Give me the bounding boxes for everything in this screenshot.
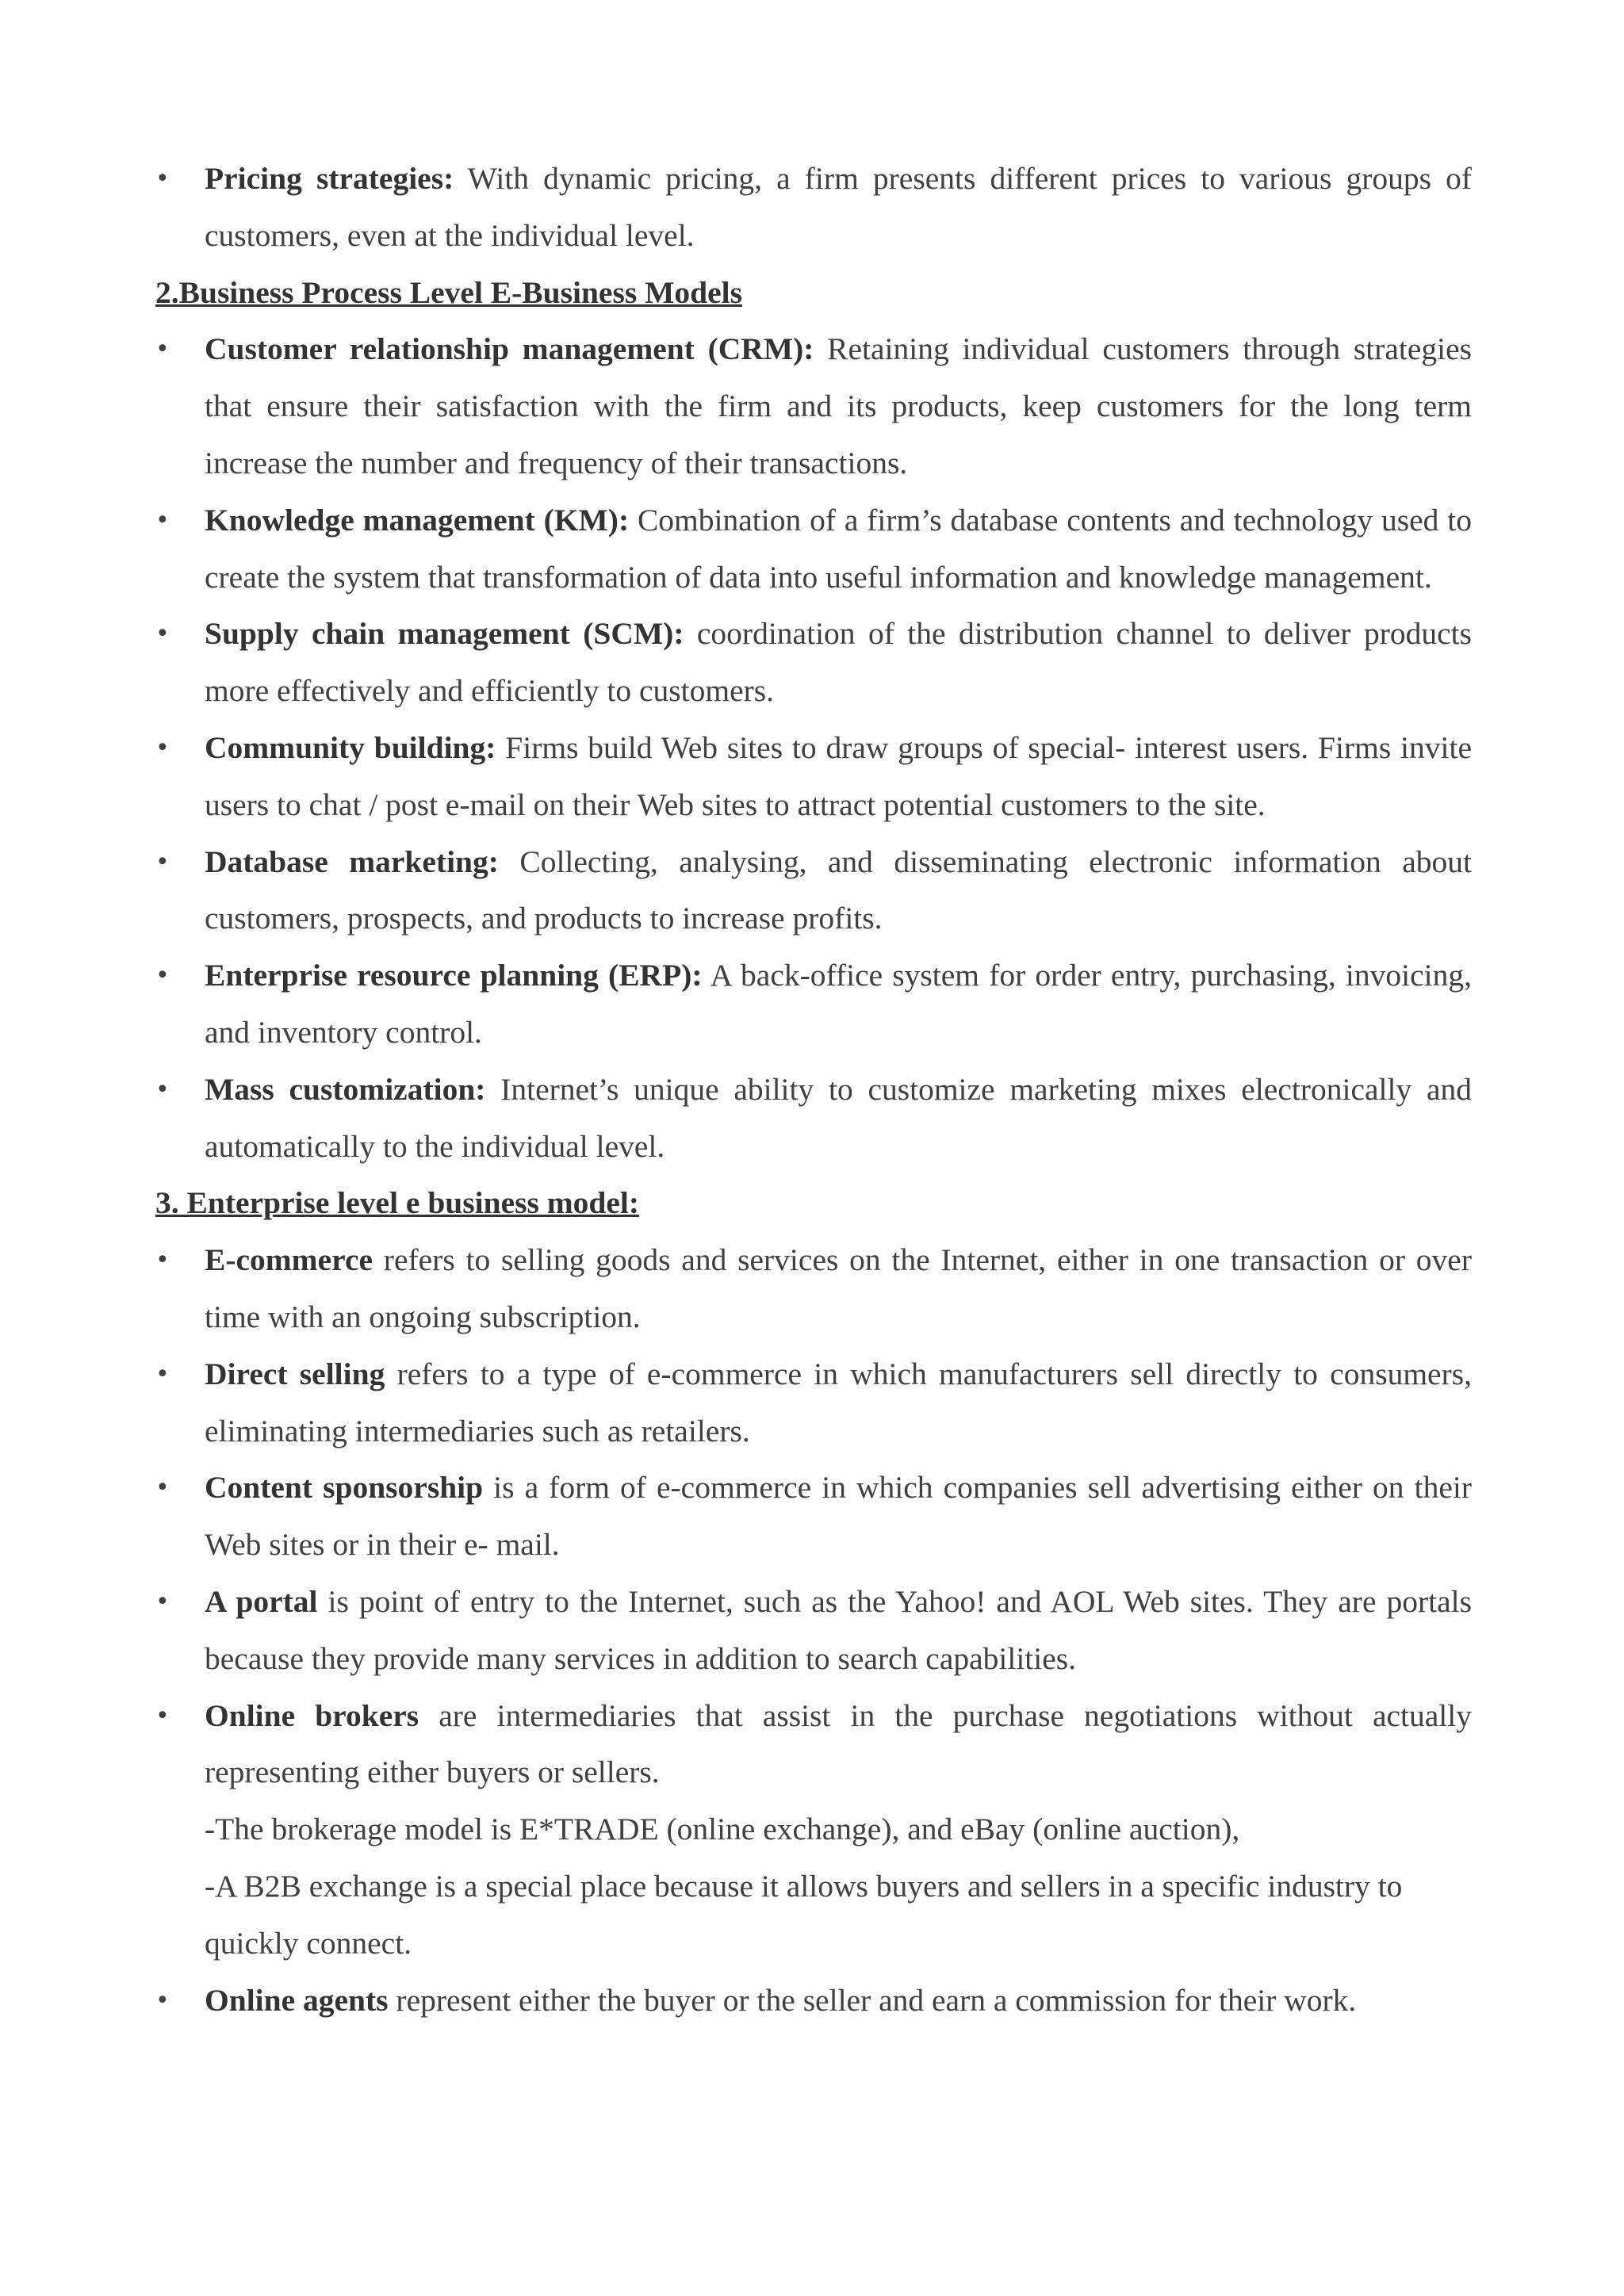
list-item-community-building xyxy=(155,720,1472,834)
list-item-database-marketing xyxy=(155,834,1472,948)
bullet-icon: • xyxy=(155,848,170,876)
term-description: coordination of the distribution channel to deliver products more effectively and efficiently to customers. xyxy=(205,616,1472,709)
list-item-mass-customization xyxy=(155,1062,1472,1176)
term-description: refers to selling goods and services on the Internet, either in one transaction or over time with an ongoing subscription. xyxy=(205,1242,1472,1334)
term-description: Retaining individual customers through strategies that ensure their satisfaction with the firm and its products, keep customers for the long term increase the number and frequency of their transactions. xyxy=(205,331,1473,480)
bullet-icon: • xyxy=(155,1701,170,1730)
term-label: E-commerce xyxy=(205,1242,373,1278)
term-label: Content sponsorship xyxy=(205,1470,484,1506)
term-label: Supply chain management (SCM): xyxy=(205,616,684,652)
list-item-scm xyxy=(155,606,1472,720)
term-label: Mass customization: xyxy=(205,1071,486,1107)
term-description: represent either the buyer or the seller and earn a commission for their work. xyxy=(388,1982,1357,2018)
bullet-icon: • xyxy=(155,1246,170,1275)
term-label: Online agents xyxy=(205,1982,389,2018)
section-heading-business-process: 2.Business Process Level E-Business Models xyxy=(155,274,742,310)
term-label: Customer relationship management (CRM): xyxy=(205,331,814,367)
list-item-direct-selling xyxy=(155,1346,1472,1460)
list-item-online-brokers xyxy=(155,1688,1472,1802)
bullet-icon: • xyxy=(155,1587,170,1616)
bullet-icon: • xyxy=(155,506,170,534)
term-label: Online brokers xyxy=(205,1697,419,1733)
bullet-icon: • xyxy=(155,165,170,193)
term-description: refers to a type of e-commerce in which manufacturers sell directly to consumers, eliminating intermediaries such as retailers. xyxy=(205,1356,1472,1448)
term-description: Combination of a firm’s database contents and technology used to create the system that transformation of data into useful information and knowledge management. xyxy=(205,502,1472,595)
term-label: A portal xyxy=(205,1583,318,1619)
bullet-icon: • xyxy=(155,733,170,762)
list-item-portal xyxy=(155,1574,1472,1688)
term-label: Database marketing: xyxy=(205,844,499,879)
list-item-e-commerce xyxy=(155,1232,1472,1346)
bullet-icon: • xyxy=(155,1986,170,2015)
bullet-icon: • xyxy=(155,335,170,364)
term-description: Firms build Web sites to draw groups of special- interest users. Firms invite users to chat / post e-mail on their Web sites to attract potential customers to the site. xyxy=(205,729,1472,822)
term-description: A back-office system for order entry, purchasing, invoicing, and inventory control. xyxy=(205,958,1472,1050)
bullet-icon: • xyxy=(155,620,170,649)
term-label: Pricing strategies: xyxy=(205,161,454,196)
list-item-crm xyxy=(155,321,1472,492)
list-item-km xyxy=(155,492,1472,607)
list-item-content-sponsorship xyxy=(155,1460,1472,1574)
term-label: Enterprise resource planning (ERP): xyxy=(205,958,703,993)
bullet-icon: • xyxy=(155,962,170,990)
brokers-subline-brokerage-model: -The brokerage model is E*TRADE (online exchange), and eBay (online auction), xyxy=(205,1812,1240,1847)
bullet-icon: • xyxy=(155,1360,170,1388)
term-description: Collecting, analysing, and disseminating electronic information about customers, prospects, and products to increase profits. xyxy=(205,844,1472,936)
document-body xyxy=(155,151,1472,2029)
section-heading-enterprise-level: 3. Enterprise level e business model: xyxy=(155,1185,640,1221)
term-description: is a form of e-commerce in which companies sell advertising either on their Web sites or in their e- mail. xyxy=(205,1470,1472,1563)
term-label: Knowledge management (KM): xyxy=(205,502,630,538)
list-item-erp xyxy=(155,947,1472,1062)
bullet-icon: • xyxy=(155,1075,170,1104)
brokers-subline-b2b-exchange: -A B2B exchange is a special place because it allows buyers and sellers in a specific industry to quickly connect. xyxy=(205,1868,1403,1961)
term-description: are intermediaries that assist in the purchase negotiations without actually representing either buyers or sellers. xyxy=(205,1697,1472,1790)
term-description: is point of entry to the Internet, such as the Yahoo! and AOL Web sites. They are portals because they provide many services in addition to search capabilities. xyxy=(205,1583,1472,1676)
term-description: With dynamic pricing, a firm presents different prices to various groups of customers, even at the individual level. xyxy=(205,161,1472,253)
term-label: Direct selling xyxy=(205,1356,385,1391)
bullet-icon: • xyxy=(155,1474,170,1502)
list-item-online-agents xyxy=(155,1973,1472,2030)
term-description: Internet’s unique ability to customize marketing mixes electronically and automatically to the individual level. xyxy=(205,1071,1472,1164)
term-label: Community building: xyxy=(205,729,496,765)
list-item-pricing-strategies xyxy=(155,151,1472,265)
